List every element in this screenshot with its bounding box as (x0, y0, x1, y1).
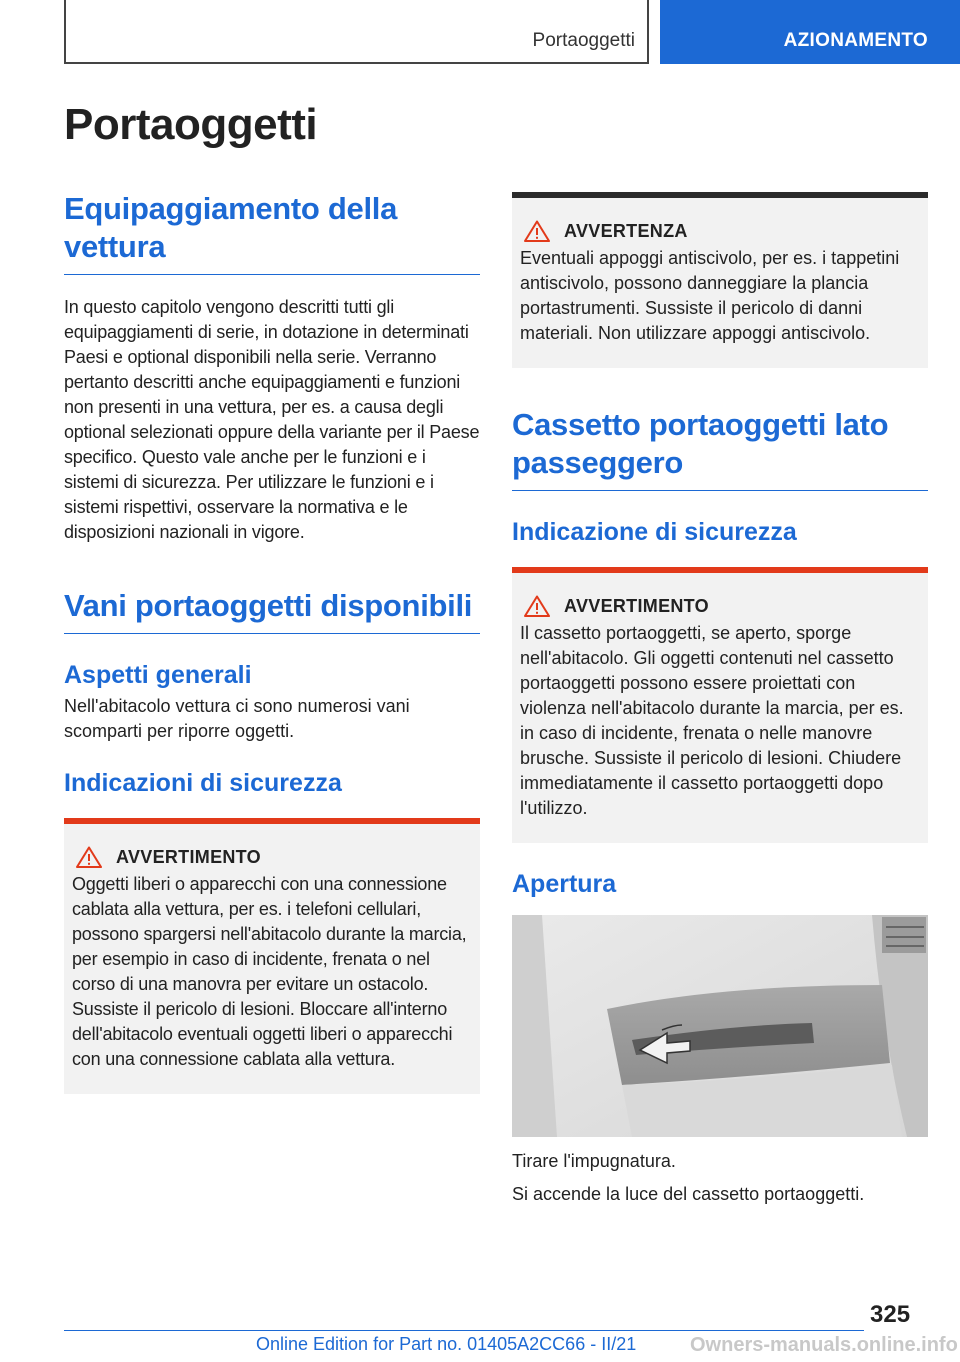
general-heading: Aspetti generali (64, 661, 252, 689)
warning-box (64, 818, 480, 1094)
warning-title: AVVERTIMENTO (116, 846, 261, 867)
caution-title: AVVERTENZA (564, 220, 688, 241)
safety-heading: Indicazioni di sicurezza (64, 769, 342, 797)
warning-triangle-icon (524, 595, 550, 617)
glovebox-warning-text: Il cassetto portaoggetti, se aperto, sporge nell'abitacolo. Gli oggetti contenuti nel cassetto portaoggetti possono essere proiettati con violenza nell'abitacolo durante la marcia, per es. in caso di incidente, frenata o nelle manovre brusche. Sussiste il pericolo di lesioni. Chiudere immediatamente il cassetto portaoggetti dopo l'utilizzo. (520, 623, 904, 818)
right-column (512, 190, 928, 1207)
caution-header (524, 220, 921, 242)
footer-divider (64, 1330, 864, 1331)
storage-heading: Vani portaoggetti disponibili (64, 587, 480, 634)
glovebox-photo (512, 915, 928, 1137)
header-chapter-tab (660, 0, 960, 64)
warning-text: Oggetti liberi o apparecchi con una connessione cablata alla vettura, per es. i telefoni cellulari, possono spargersi nell'abitacolo durante la marcia, per esempio in caso di incidente, frenata o nel corso di una manovra per evitare un ostacolo. Sussiste il pericolo di lesioni. Bloccare all'interno dell'abitacolo eventuali oggetti liberi o apparecchi con una connessione cablata alla vettura. (72, 874, 467, 1069)
glovebox-warning-title: AVVERTIMENTO (564, 595, 709, 616)
opening-step-2: Si accende la luce del cassetto portaoggetti. (512, 1184, 865, 1204)
glovebox-heading: Cassetto portaoggetti lato passeggero (512, 406, 928, 491)
header-section-label: Portaoggetti (532, 30, 635, 51)
general-text: Nell'abitacolo vettura ci sono numerosi vani scomparti per riporre oggetti. (64, 696, 410, 741)
footer-edition: Online Edition for Part no. 01405A2CC66 - II/21 (256, 1334, 637, 1354)
left-column (64, 190, 480, 1094)
equipment-heading: Equipaggiamento della vettura (64, 190, 480, 275)
page-title: Portaoggetti (64, 100, 318, 149)
glovebox-safety-heading: Indicazione di sicurezza (512, 518, 797, 546)
page-number: 325 (870, 1301, 911, 1328)
warning-header (76, 846, 473, 868)
caution-text: Eventuali appoggi antiscivolo, per es. i tappetini antiscivolo, possono danneggiare la plancia portastrumenti. Sussiste il pericolo di danni materiali. Non utilizzare appoggi antiscivolo. (520, 248, 900, 343)
caution-box (512, 192, 928, 368)
warning-triangle-icon (76, 846, 102, 868)
glovebox-warning-box (512, 567, 928, 843)
header-chapter-label: AZIONAMENTO (783, 30, 928, 51)
opening-heading: Apertura (512, 870, 617, 898)
warning-triangle-icon (524, 220, 550, 242)
watermark: Owners-manuals.online.info (690, 1334, 958, 1356)
opening-step-1: Tirare l'impugnatura. (512, 1151, 676, 1171)
glovebox-warning-header (524, 595, 921, 617)
equipment-text: In questo capitolo vengono descritti tutti gli equipaggiamenti di serie, in dotazione in determinati Paesi e optional disponibili nella serie. Verranno pertanto descritti anche equipaggiamenti e funzioni non presenti in una vettura, per es. a causa degli optional selezionati oppure della variante per il Paese specifico. Questo vale anche per le funzioni e i sistemi di sicurezza. Per utilizzare le funzioni e i sistemi rispettivi, osservare la normativa e le disposizioni nazionali in vigore. (64, 297, 480, 542)
